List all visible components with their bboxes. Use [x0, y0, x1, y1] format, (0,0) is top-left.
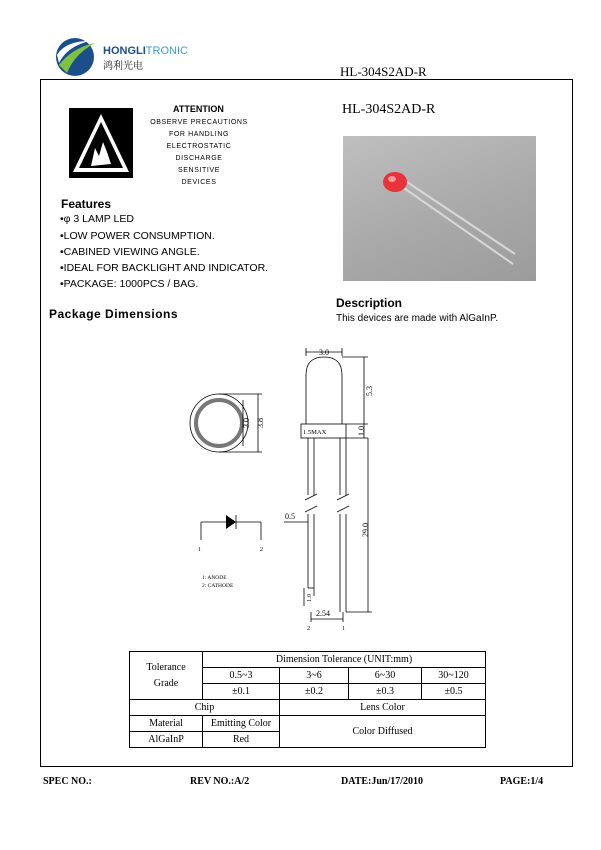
attention-line: DEVICES — [181, 179, 217, 186]
material-header-cell: Material — [130, 716, 203, 732]
dimension-header-cell: Dimension Tolerance (UNIT:mm) — [203, 652, 486, 668]
attention-title: ATTENTION — [173, 104, 224, 114]
emitting-color-header-cell: Emitting Color — [203, 716, 280, 732]
tolerance-value-cell: ±0.5 — [422, 684, 486, 700]
pin-label-left: 1 — [198, 547, 201, 553]
part-title: HL-304S2AD-R — [342, 102, 436, 117]
attention-line: DISCHARGE — [175, 155, 223, 162]
attention-line: ELECTROSTATIC — [166, 143, 232, 150]
lens-color-header-cell: Lens Color — [280, 700, 486, 716]
dim-top-width: 3.0 — [319, 348, 329, 357]
footer-rev-no: REV NO.:A/2 — [190, 776, 250, 787]
chip-header-cell: Chip — [130, 700, 280, 716]
description-text: This devices are made with AlGaInP. — [336, 313, 499, 324]
tolerance-value-cell: ±0.3 — [349, 684, 422, 700]
range-cell: 30~120 — [422, 668, 486, 684]
pin-label-bottom-left: 2 — [307, 626, 310, 632]
package-dimensions-title: Package Dimensions — [49, 307, 179, 321]
dim-pitch: 2.54 — [316, 609, 330, 618]
features-title: Features — [61, 197, 112, 211]
feature-item: •φ 3 LAMP LED — [60, 213, 134, 225]
feature-item: •IDEAL FOR BACKLIGHT AND INDICATOR. — [60, 262, 269, 274]
footer-spec-no: SPEC NO.: — [43, 776, 92, 787]
material-value-cell: AlGaInP — [130, 732, 203, 748]
lens-color-value-cell: Color Diffused — [280, 716, 486, 748]
tolerance-value-cell: ±0.1 — [203, 684, 280, 700]
range-cell: 0.5~3 — [203, 668, 280, 684]
feature-item: •LOW POWER CONSUMPTION. — [60, 230, 215, 242]
pin-label-right: 2 — [260, 547, 263, 553]
tolerance-value-cell: ±0.2 — [280, 684, 349, 700]
header-part-number: HL-304S2AD-R — [340, 64, 427, 79]
dim-lens-height: 5.3 — [365, 386, 374, 396]
dim-circle-outer: 3.8 — [256, 418, 265, 428]
feature-item: •CABINED VIEWING ANGLE. — [60, 246, 200, 258]
range-cell: 6~30 — [349, 668, 422, 684]
tolerance-grade-cell: Tolerance Grade — [130, 652, 203, 700]
tolerance-table — [129, 651, 486, 748]
attention-line: FOR HANDLING — [168, 131, 230, 138]
dim-flange: 1.0 — [357, 426, 366, 436]
range-cell: 3~6 — [280, 668, 349, 684]
led-lens-outline — [306, 357, 342, 424]
attention-line: OBSERVE PRECAUTIONS — [150, 119, 248, 126]
dim-lead-width: 0.5 — [285, 512, 295, 521]
brand-name: HONGLITRONIC — [103, 45, 188, 57]
feature-item: •PACKAGE: 1000PCS / BAG. — [60, 278, 199, 290]
emitting-color-value-cell: Red — [203, 732, 280, 748]
footer-page: PAGE:1/4 — [500, 776, 544, 787]
top-view-inner-ring — [196, 400, 242, 446]
brand-name-cn: 鸿利光电 — [103, 61, 143, 72]
footer-date: DATE:Jun/17/2010 — [341, 776, 424, 787]
dim-circle-inner: 3.0 — [242, 418, 251, 428]
dim-flange-note: 1.5MAX — [303, 429, 327, 436]
dim-lead-length: 29.0 — [361, 523, 370, 537]
pin-label-bottom-right: 1 — [342, 626, 345, 632]
description-title: Description — [336, 296, 403, 310]
diode-triangle — [226, 515, 236, 529]
pin-legend-cathode: 2: CATHODE — [202, 583, 234, 589]
pin-legend-anode: 1: ANODE — [202, 575, 227, 581]
attention-line: SENSITIVE — [178, 167, 220, 174]
dim-bottom: 1.0 — [306, 593, 313, 602]
top-view-outer-circle — [190, 394, 248, 452]
